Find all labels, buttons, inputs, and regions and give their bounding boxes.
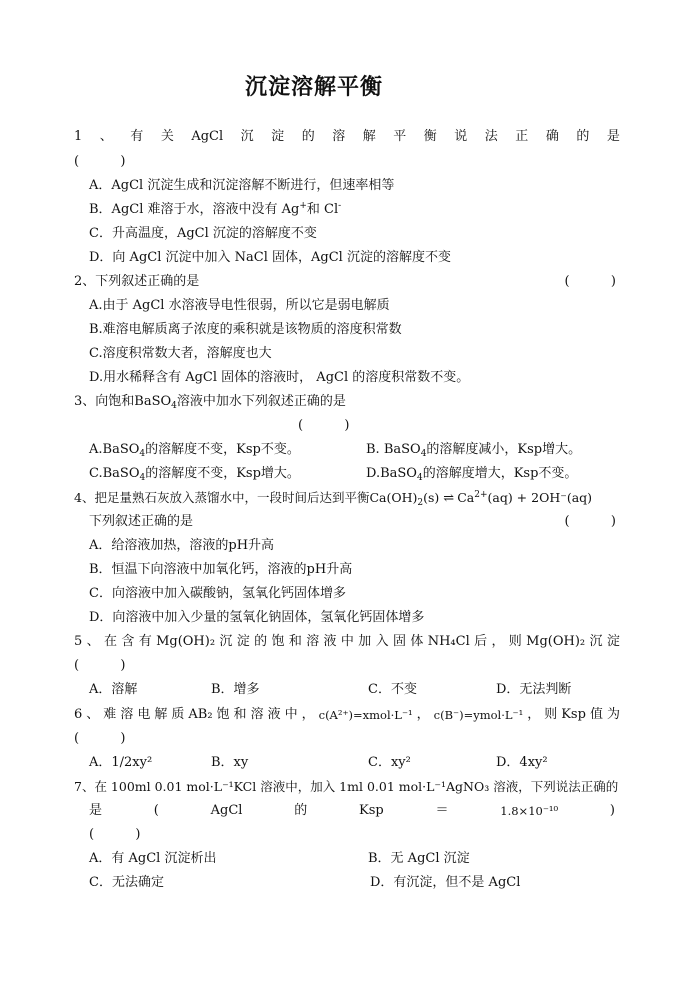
q2-stem: 2、下列叙述正确的是 — [74, 274, 200, 289]
q2-option-d: D.用水稀释含有 AgCl 固体的溶液时， AgCl 的溶度积常数不变。 — [89, 370, 470, 385]
q2-option-b: B.难溶电解质离子浓度的乘积就是该物质的溶度积常数 — [89, 322, 402, 337]
q6-stem: 6 、 难 溶 电 解 质 AB₂ 饱 和 溶 液 中 ， c(A²⁺)=xmol·L⁻¹ ， c(B⁻)=ymol·L⁻¹ ， 则 Ksp 值 为 — [74, 707, 620, 722]
q4-stem: 4、把足量熟石灰放入蒸馏水中，一段时间后达到平衡$Ca(OH)_2(s)$ ⇌ $Ca^{2+}(aq) + 2OH^-(aq)$ — [74, 490, 593, 508]
q7-option-a: A．有 AgCl 沉淀析出 — [89, 851, 217, 866]
q7-option-c: C．无法确定 — [89, 875, 164, 890]
q3-option-a: A.BaSO$_4$的溶解度不变，Ksp不变。 — [89, 442, 300, 459]
equilibrium-arrow-icon: ⇌ — [443, 491, 454, 506]
q7-stem-line2: 是 ( AgCl 的 Ksp ＝ 1.8×10⁻¹⁰ ) — [89, 803, 615, 818]
q1-option-b: B．AgCl 难溶于水，溶液中没有 Ag+和 Cl- — [89, 201, 342, 217]
q3-option-b: B. BaSO$_4$的溶解度减小，Ksp增大。 — [366, 442, 582, 459]
q1-stem: 1 、 有 关 AgCl 沉 淀 的 溶 解 平 衡 说 法 正 确 的 是 — [74, 129, 620, 144]
q1-option-a: A．AgCl 沉淀生成和沉淀溶解不断进行，但速率相等 — [89, 178, 395, 193]
q2-answer-paren: ( ) — [564, 274, 616, 289]
q5-answer-paren: ( ) — [74, 658, 126, 673]
q7-option-b: B．无 AgCl 沉淀 — [368, 851, 470, 866]
q7-stem: 7、在 100ml 0.01 mol·L⁻¹KCl 溶液中，加入 1ml 0.01 mol·L⁻¹AgNO₃ 溶液，下列说法正确的 — [74, 779, 619, 794]
q1-option-d: D．向 AgCl 沉淀中加入 NaCl 固体，AgCl 沉淀的溶解度不变 — [89, 250, 451, 265]
q4-option-a: A．给溶液加热，溶液的pH升高 — [89, 538, 275, 553]
q6-option-d: D．4xy² — [496, 755, 548, 770]
q5-option-c: C．不变 — [368, 682, 417, 697]
q5-option-b: B．增多 — [211, 682, 260, 697]
q6-option-c: C．xy² — [368, 755, 411, 770]
q7-option-d: D．有沉淀，但不是 AgCl — [370, 875, 521, 890]
q7-answer-paren: ( ) — [89, 827, 141, 842]
q1-option-c: C．升高温度，AgCl 沉淀的溶解度不变 — [89, 226, 317, 241]
q5-option-d: D．无法判断 — [496, 682, 572, 697]
q3-option-c: C.BaSO$_4$的溶解度不变，Ksp增大。 — [89, 466, 300, 483]
q3-option-d: D.BaSO$_4$的溶解度增大，Ksp不变。 — [366, 466, 578, 483]
q6-option-a: A．1/2xy² — [89, 755, 153, 770]
q2-option-c: C.溶度积常数大者，溶解度也大 — [89, 346, 272, 361]
q5-option-a: A．溶解 — [89, 682, 138, 697]
q4-option-b: B．恒温下向溶液中加氧化钙，溶液的pH升高 — [89, 562, 353, 577]
q1-answer-paren: ( ) — [74, 154, 126, 169]
q5-stem: 5 、 在 含 有 Mg(OH)₂ 沉 淀 的 饱 和 溶 液 中 加 入 固 体 NH₄Cl 后 ， 则 Mg(OH)₂ 沉 淀 — [74, 634, 620, 649]
q4-answer-paren: ( ) — [564, 514, 616, 529]
q6-answer-paren: ( ) — [74, 731, 126, 746]
q3-answer-paren: ( ) — [298, 418, 350, 433]
q6-option-b: B．xy — [211, 755, 249, 770]
q4-option-c: C．向溶液中加入碳酸钠，氢氧化钙固体增多 — [89, 586, 346, 601]
q3-stem: 3、向饱和BaSO$_4$溶液中加水下列叙述正确的是 — [74, 394, 346, 411]
q2-option-a: A.由于 AgCl 水溶液导电性很弱，所以它是弱电解质 — [89, 298, 390, 313]
q4-option-d: D．向溶液中加入少量的氢氧化钠固体，氢氧化钙固体增多 — [89, 610, 425, 625]
page-title: 沉淀溶解平衡 — [244, 74, 383, 100]
q4-stem-line2: 下列叙述正确的是 — [89, 514, 194, 529]
